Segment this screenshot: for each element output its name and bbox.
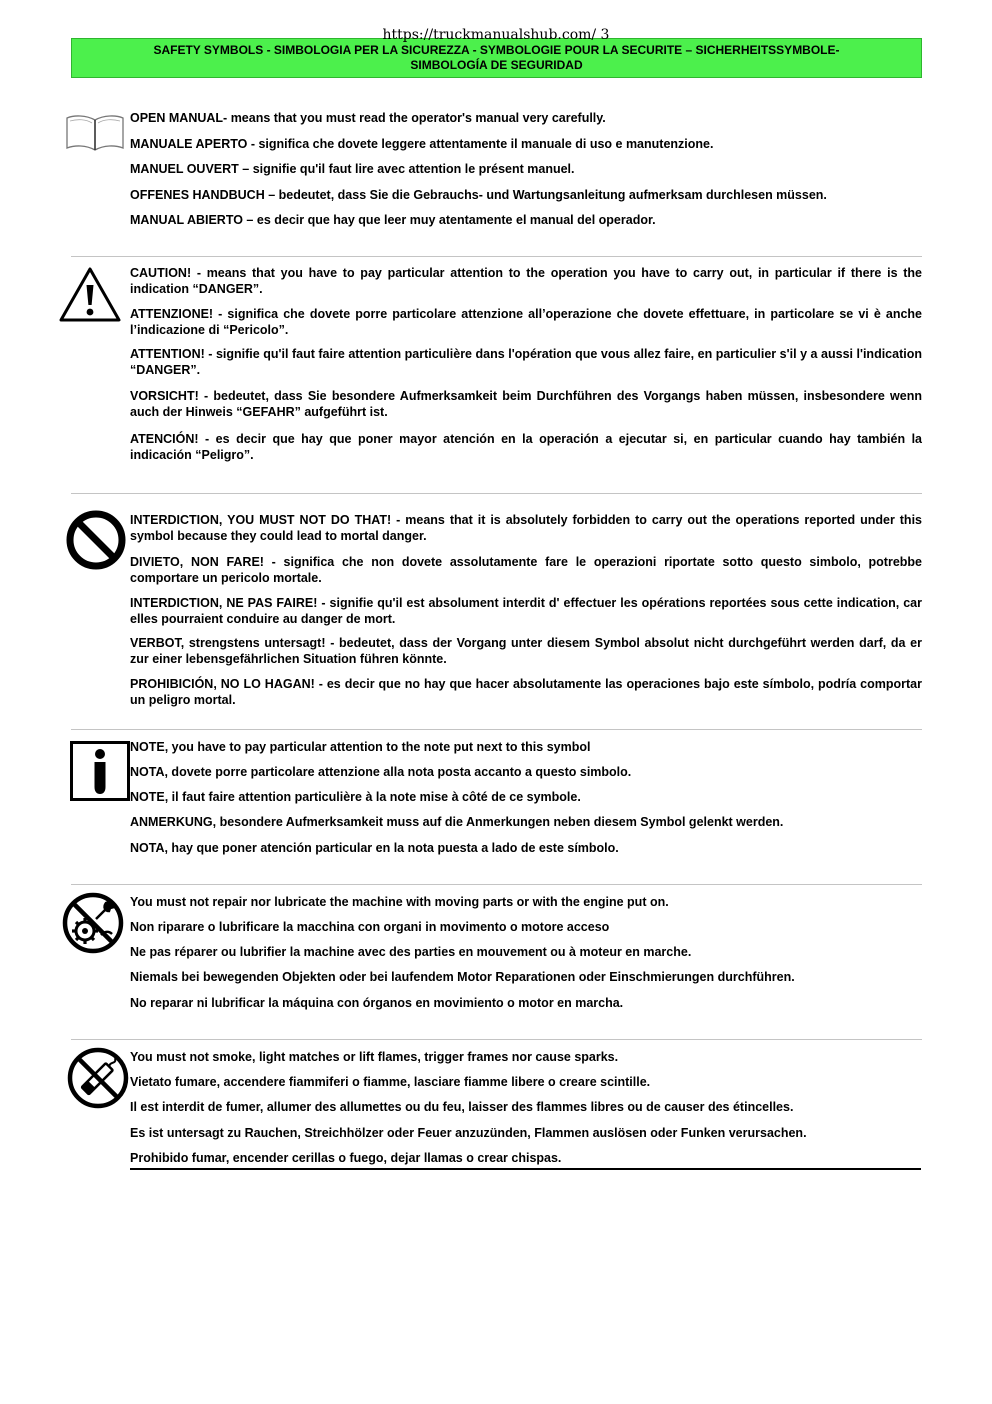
divider xyxy=(71,256,922,257)
section-caution xyxy=(71,266,922,476)
banner-title-line2: SIMBOLOGÍA DE SEGURIDAD xyxy=(410,58,583,72)
section-line: No reparar ni lubrificar la máquina con órganos en movimiento o motor en marcha. xyxy=(130,996,624,1010)
section-line: ATTENZIONE! - significa che dovete porre particolare attenzione all’operazione che dovete effettuare, in particolare se vi è anche l’indicazione di “Pericolo”. xyxy=(130,307,922,337)
section-line: Non riparare o lubrificare la macchina con organi in movimento o motore acceso xyxy=(130,920,610,934)
prohibition-icon xyxy=(65,509,127,576)
section-no-repair xyxy=(71,894,922,1019)
section-line: You must not smoke, light matches or lift flames, trigger frames nor cause sparks. xyxy=(130,1050,619,1064)
section-line: OFFENES HANDBUCH – bedeutet, dass Sie die Gebrauchs- und Wartungsanleitung aufmerksam durchlesen müssen. xyxy=(130,188,827,202)
section-line: VERBOT, strengstens untersagt! - bedeutet, dass der Vorgang unter diesem Symbol absolut nicht durchgeführt werden darf, da er zur einer lebensgefährlichen Situation führen könnte. xyxy=(130,636,922,666)
section-line: Prohibido fumar, encender cerillas o fuego, dejar llamas o crear chispas. xyxy=(130,1151,562,1165)
warning-triangle-icon xyxy=(58,266,122,329)
section-line: INTERDICTION, YOU MUST NOT DO THAT! - means that it is absolutely forbidden to carry out the operations reported under this symbol because they could lead to mortal danger. xyxy=(130,513,922,543)
section-line: You must not repair nor lubricate the machine with moving parts or with the engine put on. xyxy=(130,895,669,909)
section-line: ATENCIÓN! - es decir que hay que poner mayor atención en la operación a ejecutar si, en particular cuando hay también la indicación “Peligro”. xyxy=(130,432,922,462)
banner-title-line1: SAFETY SYMBOLS - SIMBOLOGIA PER LA SICUREZZA - SYMBOLOGIE POUR LA SECURITE – SICHERHEITSSYMBOLE- xyxy=(153,43,840,57)
section-line: Ne pas réparer ou lubrifier la machine avec des parties en mouvement ou à moteur en marche. xyxy=(130,945,692,959)
section-open-manual xyxy=(71,110,922,240)
section-line: MANUALE APERTO - significa che dovete leggere attentamente il manuale di uso e manutenzione. xyxy=(130,137,714,151)
section-line: PROHIBICIÓN, NO LO HAGAN! - es decir que no hay que hacer absolutamente las operaciones bajo este símbolo, podría comportar un peligro mortal. xyxy=(130,677,922,707)
divider xyxy=(71,493,922,494)
section-line: NOTA, hay que poner atención particular en la nota puesta a lado de este símbolo. xyxy=(130,841,619,855)
section-line: Niemals bei bewegenden Objekten oder bei laufendem Motor Reparationen oder Einschmierungen durchführen. xyxy=(130,970,795,984)
no-repair-icon xyxy=(61,891,125,960)
section-no-smoking xyxy=(71,1049,922,1167)
section-line: Il est interdit de fumer, allumer des allumettes ou du feu, laisser des flammes libres ou de causer des étincelles. xyxy=(130,1100,794,1114)
section-line: ANMERKUNG, besondere Aufmerksamkeit muss auf die Anmerkungen neben diesem Symbol gelenkt werden. xyxy=(130,815,784,829)
section-line: MANUAL ABIERTO – es decir que hay que leer muy atentamente el manual del operador. xyxy=(130,213,656,227)
section-interdiction xyxy=(71,512,922,712)
section-line: Es ist untersagt zu Rauchen, Streichhölzer oder Feuer anzuzünden, Flammen auslösen oder Funken verursachen. xyxy=(130,1126,807,1140)
open-book-icon xyxy=(64,112,126,157)
section-line: NOTE, you have to pay particular attention to the note put next to this symbol xyxy=(130,740,591,754)
divider xyxy=(71,1039,922,1040)
bottom-rule xyxy=(130,1168,921,1170)
no-smoking-icon xyxy=(66,1046,130,1115)
source-url: https://truckmanualshub.com/ 3 xyxy=(382,27,610,43)
section-line: CAUTION! - means that you have to pay particular attention to the operation you have to carry out, in particular if there is the indication “DANGER”. xyxy=(130,266,922,296)
section-line: DIVIETO, NON FARE! - significa che non dovete assolutamente fare le operazioni riportate sotto questo simbolo, potrebbe comportare un pericolo mortale. xyxy=(130,555,922,585)
section-line: MANUEL OUVERT – signifie qu'il faut lire avec attention le présent manuel. xyxy=(130,162,575,176)
section-line: INTERDICTION, NE PAS FAIRE! - signifie qu'il est absolument interdit d' effectuer les opérations reportées sous cette indication, car elles pourraient conduire au danger de mort. xyxy=(130,596,922,626)
section-line: VORSICHT! - bedeutet, dass Sie besondere Aufmerksamkeit beim Durchführen des Vorgangs haben müssen, insbesondere wenn auch der Hinweis “GEFAHR” aufgeführt ist. xyxy=(130,389,922,419)
section-line: ATTENTION! - signifie qu'il faut faire attention particulière dans l'opération que vous allez faire, en particulier s'il y a aussi l'indication “DANGER”. xyxy=(130,347,922,377)
section-line: OPEN MANUAL- means that you must read the operator's manual very carefully. xyxy=(130,111,606,125)
section-line: NOTA, dovete porre particolare attenzione alla nota posta accanto a questo simbolo. xyxy=(130,765,632,779)
section-line: Vietato fumare, accendere fiammiferi o fiamme, lasciare fiamme libere o creare scintille. xyxy=(130,1075,651,1089)
divider xyxy=(71,729,922,730)
section-line: NOTE, il faut faire attention particulière à la note mise à côté de ce symbole. xyxy=(130,790,581,804)
page-title-banner xyxy=(71,38,922,78)
section-note xyxy=(71,739,922,864)
info-icon xyxy=(70,741,130,806)
divider xyxy=(71,884,922,885)
